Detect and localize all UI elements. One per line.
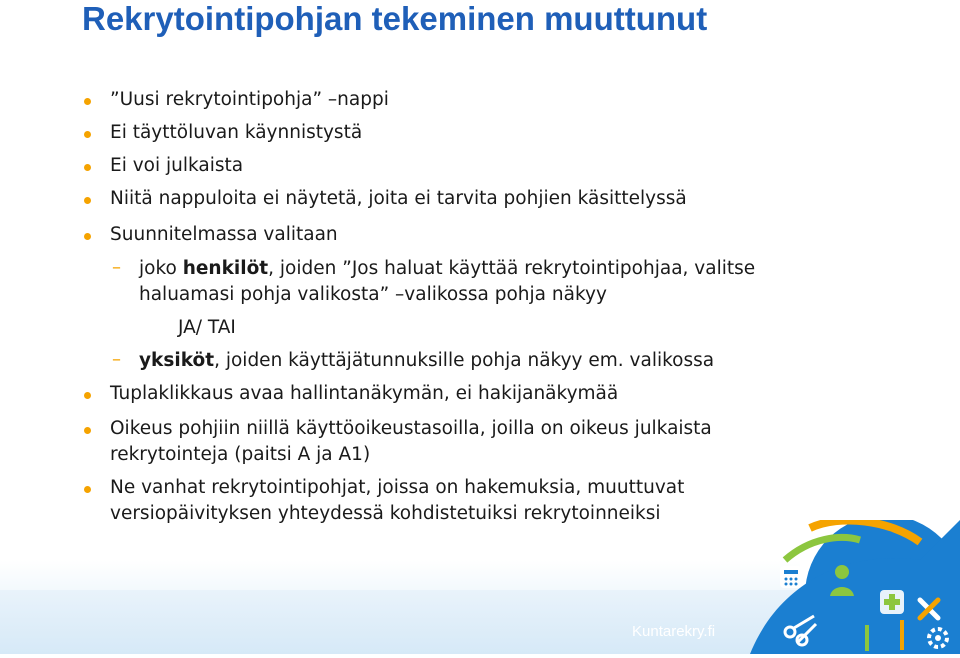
or-separator: JA/ TAI [178, 317, 236, 338]
footer-site-name: Kuntarekry.fi [632, 623, 716, 640]
bullet-marker [84, 486, 91, 493]
calculator-icon [780, 566, 802, 588]
bullet-marker [84, 131, 91, 138]
sub-item-bold: yksiköt [139, 350, 215, 371]
bullet-marker [84, 197, 91, 204]
bullet-item-1: ”Uusi rekrytointipohja” –nappi [110, 89, 389, 110]
logo-graphic [690, 520, 960, 654]
bullet-item-8: Ne vanhat rekrytointipohjat, joissa on hakemuksia, muuttuvat [110, 477, 685, 498]
sub-item-text: , joiden ”Jos haluat käyttää rekrytointipohjaa, valitse [268, 258, 756, 279]
bullet-item-8-line2: versiopäivityksen yhteydessä kohdistetuiksi rekrytoinneiksi [110, 503, 661, 524]
bullet-marker [84, 427, 91, 434]
sub-item-henkilot [139, 260, 755, 279]
bullet-marker [84, 392, 91, 399]
bullet-item-5: Suunnitelmassa valitaan [110, 224, 338, 245]
bullet-marker [84, 164, 91, 171]
sub-item-text: joko [139, 258, 183, 279]
pencil-icon [900, 620, 904, 650]
page-title: Rekrytointipohjan tekeminen muuttunut [82, 0, 708, 37]
sub-item-bold: henkilöt [182, 258, 269, 279]
bullet-marker [84, 233, 91, 240]
sub-item-henkilot-line2: haluamasi pohja valikosta” –valikossa pohja näkyy [139, 284, 607, 305]
bullet-item-7-line2: rekrytointeja (paitsi A ja A1) [110, 444, 371, 465]
kuntarekry-logo [690, 520, 960, 654]
bullet-marker [84, 98, 91, 105]
footer-fade [0, 560, 800, 590]
sub-item-yksikot [139, 352, 714, 371]
bullet-item-6: Tuplaklikkaus avaa hallintanäkymän, ei hakijanäkymää [110, 383, 619, 404]
bullet-item-4: Niitä nappuloita ei näytetä, joita ei tarvita pohjien käsittelyssä [110, 188, 687, 209]
dash-marker: – [112, 257, 121, 278]
bullet-item-3: Ei voi julkaista [110, 155, 244, 176]
hospital-icon [880, 590, 904, 614]
pencil-icon [865, 625, 869, 651]
bullet-item-2: Ei täyttöluvan käynnistystä [110, 122, 363, 143]
sub-item-text: , joiden käyttäjätunnuksille pohja näkyy em. valikossa [214, 350, 715, 371]
bullet-item-7: Oikeus pohjiin niillä käyttöoikeustasoilla, joilla on oikeus julkaista [110, 418, 712, 439]
dash-marker: – [112, 349, 121, 370]
